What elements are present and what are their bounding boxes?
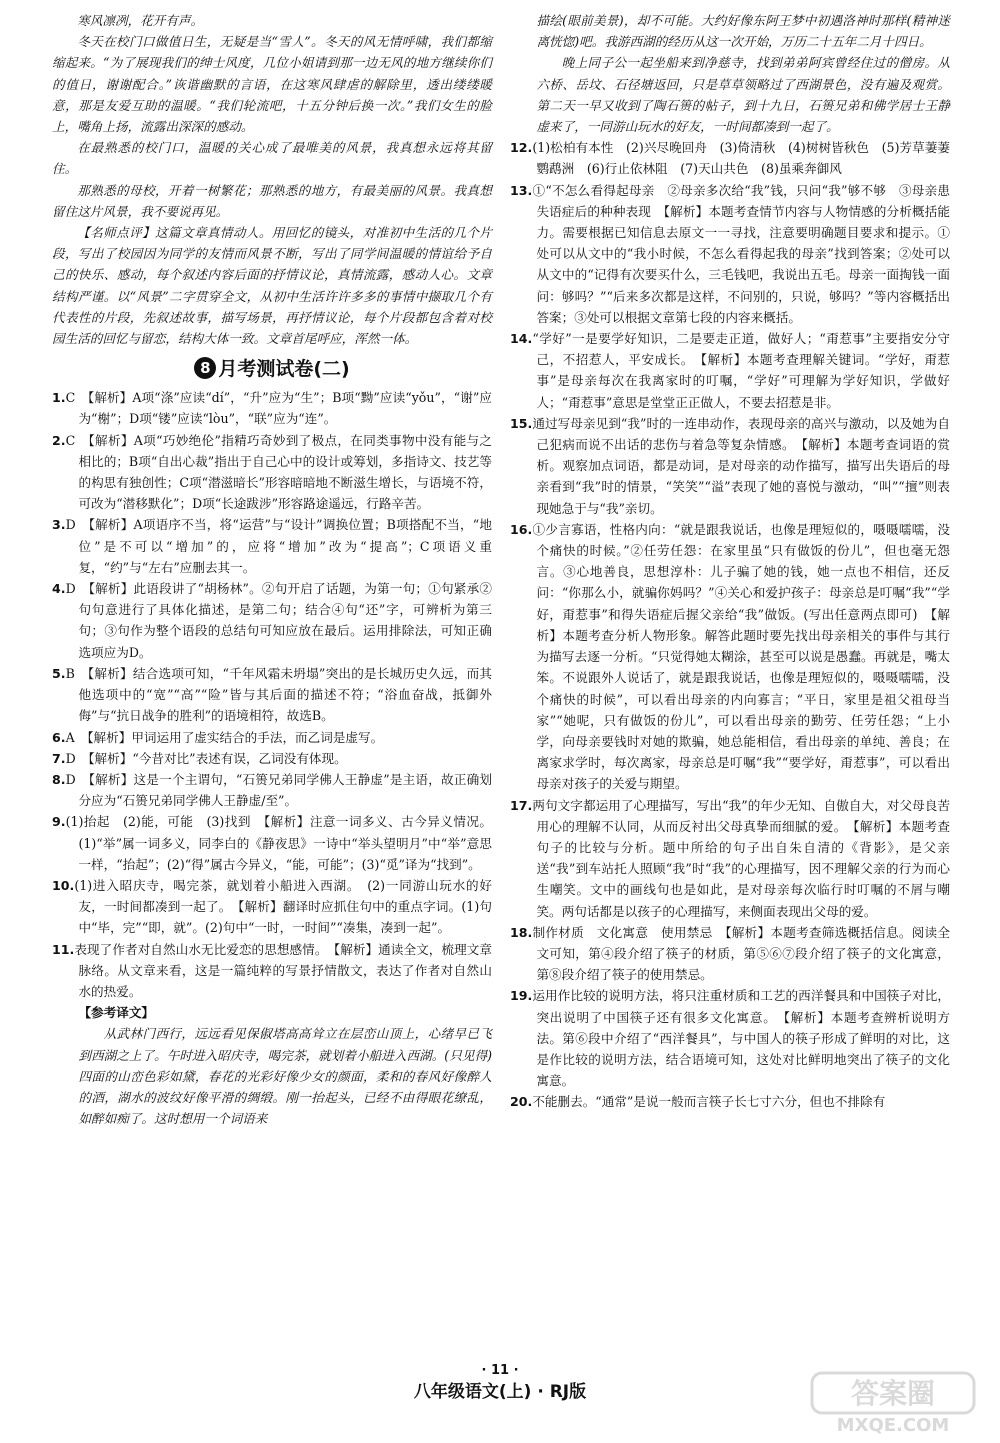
answer-number: 19. bbox=[510, 988, 533, 1004]
answer-text: B 【解析】结合选项可知，“千年风霜未坍塌”突出的是长城历史久远，而其他选项中的“宽”“高”“险”皆与其后面的描述不符；“浴血奋战，抵御外侮”与“抗日战争的胜利”的语境相符，故选B。 bbox=[65, 665, 492, 724]
answer-text: 通过写母亲见到“我”时的一连串动作，表现母亲的高兴与激动，以及她为自己犯病而说不出话的悲伤与着急等复杂情感。 【解析】本题考查词语的赏析。观察加点词语，都是动词，是对母亲的动作描写，描写出失语后的母亲看到“我”时的情景，“笑笑”“溢”表现了她的喜悦与激动，“叫”“擅”则表现她急于与“我”亲切。 bbox=[532, 415, 950, 516]
answer-text: C 【解析】A项“巧妙绝伦”指精巧奇妙到了极点，在同类事物中没有能与之相比的；B项“自出心裁”指出于自己心中的设计或筹划，多指诗文、技艺等的构思有独创性；C项“潜滋暗长”形容暗暗地不断滋生增长，与语境不符，可改为“潜移默化”；D项“长途跋涉”形容路途遥远，行路辛苦。 bbox=[65, 432, 492, 512]
section-number-badge: 8 bbox=[194, 357, 216, 379]
answer-item bbox=[510, 985, 950, 1091]
answer-text: 制作材质 文化寓意 使用禁忌 【解析】本题考查筛选概括信息。阅读全文可知，第④段介绍了筷子的材质，第⑤⑥⑦段介绍了筷子的文化寓意，第⑧段介绍了筷子的使用禁忌。 bbox=[532, 924, 950, 983]
reference-translation-heading: 【参考译文】 bbox=[78, 1005, 155, 1021]
answer-text: (1)进入昭庆寺，喝完茶，就划着小船进入西湖。 (2)一同游山玩水的好友，一时间都凑到一起了。 【解析】翻译时应抓住句中的重点字词。(1)句中“毕，完”“即，就”。(2)句中“一时，一时间”“凑集，凑到一起”。 bbox=[74, 877, 492, 936]
answer-number: 10. bbox=[52, 877, 75, 893]
answer-text: D 【解析】这是一个主谓句，“石篑兄弟同学佛人王静虚”是主语，故正确划分应为“石篑兄弟同学佛人王静虚/至”。 bbox=[65, 771, 492, 809]
watermark-logo-text: 答案圈 bbox=[850, 1377, 936, 1410]
answer-item bbox=[52, 939, 492, 1003]
answer-text: D 【解析】“今昔对比”表述有误，乙词没有体现。 bbox=[65, 750, 347, 766]
watermark-url: MXQE.COM bbox=[836, 1415, 950, 1435]
answer-item bbox=[52, 578, 492, 663]
answer-text: ①少言寡语，性格内向：“就是跟我说话，也像是理短似的，嗫嗫嚅嚅，没个痛快的时候。”②任劳任怨：在家里虽“只有做饭的份儿”，但也毫无怨言。③心地善良，思想淳朴：儿子骗了她的钱，她一点也不相信，还反问：“你那么小，就骗你妈吗？”④关心和爱护孩子：母亲总是叮嘱“我”“学好，甭惹事”和得失语症后握父亲给“我”做饭。(写出任意两点即可) 【解析】本题考查分析人物形象。解答此题时要先找出母亲相关的事件与其行为描写去逐一分析。“只觉得她太糊涂，甚至可以说是愚蠢。再就是，嘴太笨。不说跟外人说话了，就是跟我说话，也像是理短似的，嗫嗫嚅嚅，没个痛快的时候”，可以看出母亲的内向寡言；“平日，家里是祖父祖母当家”“她呢，只有做饭的份儿”，可以看出母亲的勤劳、任劳任怨；“上小学，向母亲要钱时对她的欺骗，她总能相信，看出母亲的单纯、善良；在离家求学时，每次离家，母亲总是叮嘱“我”“要学好，甭惹事”，可以看出母亲对孩子的关爱与期望。 bbox=[532, 521, 950, 792]
answer-number: 7. bbox=[52, 750, 66, 766]
answer-item bbox=[510, 328, 950, 413]
reference-translation-continued: 晚上同子公一起坐船来到净慈寺，找到弟弟阿宾曾经住过的僧房。从六桥、岳坟、石径塘返回，只是草草领略过了西湖景色，没有遍及观赏。第二天一早又收到了陶石篑的帖子，到十九日，石篑兄弟和佛学居士王静虚来了，一同游山玩水的好友，一时间都凑到一起了。 bbox=[536, 55, 950, 135]
answer-number: 11. bbox=[52, 941, 75, 957]
reference-translation-continued: 描绘(眼前美景)，却不可能。大约好像东阿王梦中初遇洛神时那样(精神迷离恍惚)吧。我游西湖的经历从这一次开始，万历二十五年二月十四日。 bbox=[536, 13, 950, 50]
answer-text: ①“不怎么看得起母亲 ②母亲多次给“我”钱，只问“我”够不够 ③母亲患失语症后的种种表现 【解析】本题考查情节内容与人物情感的分析概括能力。需要根据已知信息去原文一一寻找，注意要明确题目要求和提示。①处可以从文中的“我小时候，不怎么看得起我的母亲”找到答案；②处可以从文中的“记得有次要买什么，三毛钱吧，我说出五毛。母亲一面掏钱一面问：够吗？”“后来多次都是这样，不问别的，只说，够吗？”等内容概括出答案；③处可以根据文章第七段的内容来概括。 bbox=[532, 182, 950, 325]
answer-text: “学好”一是要学好知识，二是要走正道，做好人；“甭惹事”主要指安分守己，不招惹人，平安成长。 【解析】本题考查理解关键词。“学好，甭惹事”是母亲每次在我离家时的叮嘱，“学好”可理解为学好知识，学做好人；“甭惹事”意思是堂堂正正做人，不要去招惹是非。 bbox=[532, 331, 950, 410]
essay-paragraph: 冬天在校门口做值日生，无疑是当“雪人”。冬天的风无情呼啸，我们都缩缩起来。“为了展现我们的绅士风度，几位小姐请到那一边无风的地方继续你们的值日，谢谢配合。”诙谐幽默的言语，在这寒风肆虐的解除里，透出缕缕暖意，那是友爱互助的温暖。“我们轮流吧，十五分钟后换一次。”我们女生的脸上，嘴角上扬，流露出深深的感动。 bbox=[52, 34, 492, 135]
answer-item bbox=[52, 387, 492, 429]
answer-text: A 【解析】甲词运用了虚实结合的手法，而乙词是虚写。 bbox=[65, 729, 384, 745]
answer-item bbox=[510, 922, 950, 986]
answer-text: 不能删去。“通常”是说一般而言筷子长七寸六分，但也不排除有 bbox=[532, 1094, 886, 1110]
answer-item bbox=[52, 663, 492, 727]
answer-number: 15. bbox=[510, 415, 533, 431]
essay-paragraph: 在最熟悉的校门口，温暖的关心成了最唯美的风景，我真想永远将其留住。 bbox=[52, 140, 492, 177]
answer-text: 两句文字都运用了心理描写，写出“我”的年少无知、自傲自大，对父母良苦用心的理解不认同，从而反衬出父母真挚而细腻的爱。 【解析】本题考查句子的比较与分析。题中所给的句子出自朱自清的《背影》，是父亲送“我”到车站托人照顾“我”时“我”的心理描写，因不理解父亲的行为而心生嘲笑。文中的画线句也是如此，是对母亲每次临行时叮嘱的不屑与嘲笑。两句话都是以孩子的心理描写，来侧面表现出父母的爱。 bbox=[532, 797, 950, 919]
watermark-logo bbox=[808, 1371, 978, 1435]
answer-text: D 【解析】此语段讲了“胡杨林”。②句开启了话题，为第一句；①句紧承②句句意进行了具体化描述，是第二句；结合④句“还”字，可辨析为第三句；③句作为整个语段的总结句可知应放在最后。运用排除法，可知正确选项应为D。 bbox=[65, 581, 492, 660]
answer-number: 2. bbox=[52, 432, 66, 448]
answer-number: 3. bbox=[52, 517, 66, 533]
answer-number: 8. bbox=[52, 771, 66, 787]
answer-number: 17. bbox=[510, 797, 533, 813]
answer-item bbox=[510, 795, 950, 922]
answer-number: 4. bbox=[52, 581, 66, 597]
answer-item bbox=[510, 413, 950, 519]
answer-item bbox=[510, 137, 950, 179]
page-number: · 11 · bbox=[481, 1363, 519, 1378]
answer-number: 9. bbox=[52, 814, 66, 830]
answer-number: 13. bbox=[510, 182, 533, 198]
answer-item bbox=[52, 811, 492, 875]
answer-text: C 【解析】A项“涤”应读“dí”，“升”应为“生”；B项“黝”应读“yǒu”，“谢”应为“榭”；D项“镂”应读“lòu”，“联”应为“连”。 bbox=[65, 390, 492, 427]
answer-list-left bbox=[52, 387, 492, 1002]
answer-item bbox=[52, 769, 492, 811]
answer-number: 16. bbox=[510, 521, 533, 537]
book-title: 八年级语文(上) · RJ版 bbox=[413, 1382, 587, 1402]
answer-text: (1)抬起 (2)能，可能 (3)找到 【解析】注意一词多义、古今异义情况。(1)“举”属一词多义，同李白的《静夜思》一诗中“举头望明月”中“举”意思一样，“抬起”；(2)“得”属古今异义，“能，可能”；(3)“觅”译为“找到”。 bbox=[65, 814, 492, 872]
answer-number: 14. bbox=[510, 331, 533, 347]
reference-translation-text: 从武林门西行，远远看见保俶塔高高耸立在层峦山顶上，心绪早已飞到西湖之上了。午时进入昭庆寺，喝完茶，就划着小船进入西湖。(只见得)四面的山峦色彩如黛，春花的光彩好像少女的颜面，柔和的春风好像醉人的酒，湖水的波纹好像平滑的绸缎。刚一抬起头，已经不由得眼花缭乱，如醉如痴了。这时想用一个词语来 bbox=[78, 1026, 492, 1127]
answer-number: 12. bbox=[510, 140, 533, 156]
teacher-review: 【名师点评】这篇文章真情动人。用回忆的镜头，对准初中生活的几个片段，写出了校园因为同学的友情而风景不断，写出了同学间温暖的情谊给予自己的快乐、感动，每个叙述内容后面的抒情议论，真情流露，感动人心。文章结构严谨。以“风景”二字贯穿全文，从初中生活许许多多的事情中撷取几个有代表性的片段，先叙述故事，描写场景，再抒情议论，每个片段都包含着对校园生活的回忆与留恋，结构大体一致。文章首尾呼应，浑然一体。 bbox=[52, 225, 492, 347]
section-heading bbox=[52, 355, 492, 383]
answer-number: 1. bbox=[52, 390, 66, 406]
left-column bbox=[52, 10, 492, 1129]
answer-item bbox=[52, 875, 492, 939]
answer-item bbox=[52, 430, 492, 515]
essay-paragraph: 寒风凛冽，花开有声。 bbox=[77, 13, 204, 28]
answer-item bbox=[52, 514, 492, 578]
answer-text: 运用作比较的说明方法，将只注重材质和工艺的西洋餐具和中国筷子对比，突出说明了中国筷子还有很多文化寓意。 【解析】本题考查辨析说明方法。第⑥段中介绍了“西洋餐具”，与中国人的筷子形成了鲜明的对比，这是作比较的说明方法，结合语境可知，这处对比鲜明地突出了筷子的文化寓意。 bbox=[532, 988, 950, 1089]
section-title: 月考测试卷(二) bbox=[218, 358, 350, 381]
answer-number: 5. bbox=[52, 665, 66, 681]
answer-item bbox=[52, 748, 492, 769]
answer-number: 18. bbox=[510, 924, 533, 940]
answer-list-right bbox=[510, 137, 950, 1112]
answer-number: 20. bbox=[510, 1094, 533, 1110]
answer-number: 6. bbox=[52, 729, 66, 745]
answer-text: D 【解析】A项语序不当，将“运营”与“设计”调换位置；B项搭配不当，“地位”是不可以“增加”的，应将“增加”改为“提高”；C项语义重复，“约”与“左右”应删去其一。 bbox=[65, 517, 492, 575]
answer-text: (1)松柏有本性 (2)兴尽晚回舟 (3)倚清秋 (4)树树皆秋色 (5)芳草萋萋鹦鹉洲 (6)行止依林阻 (7)天山共色 (8)虽乘奔御风 bbox=[532, 140, 950, 177]
answer-item bbox=[510, 1091, 950, 1112]
answer-item bbox=[510, 519, 950, 795]
answer-text: 表现了作者对自然山水无比爱恋的思想感情。 【解析】通读全文，梳理文章脉络。从文章来看，这是一篇纯粹的写景抒情散文，表达了作者对自然山水的热爱。 bbox=[74, 941, 492, 999]
essay-paragraph: 那熟悉的母校，开着一树繁花；那熟悉的地方，有最美丽的风景。我真想留住这片风景，我不要说再见。 bbox=[52, 182, 492, 219]
answer-item bbox=[52, 727, 492, 748]
answer-item bbox=[510, 180, 950, 328]
right-column bbox=[510, 10, 950, 1113]
